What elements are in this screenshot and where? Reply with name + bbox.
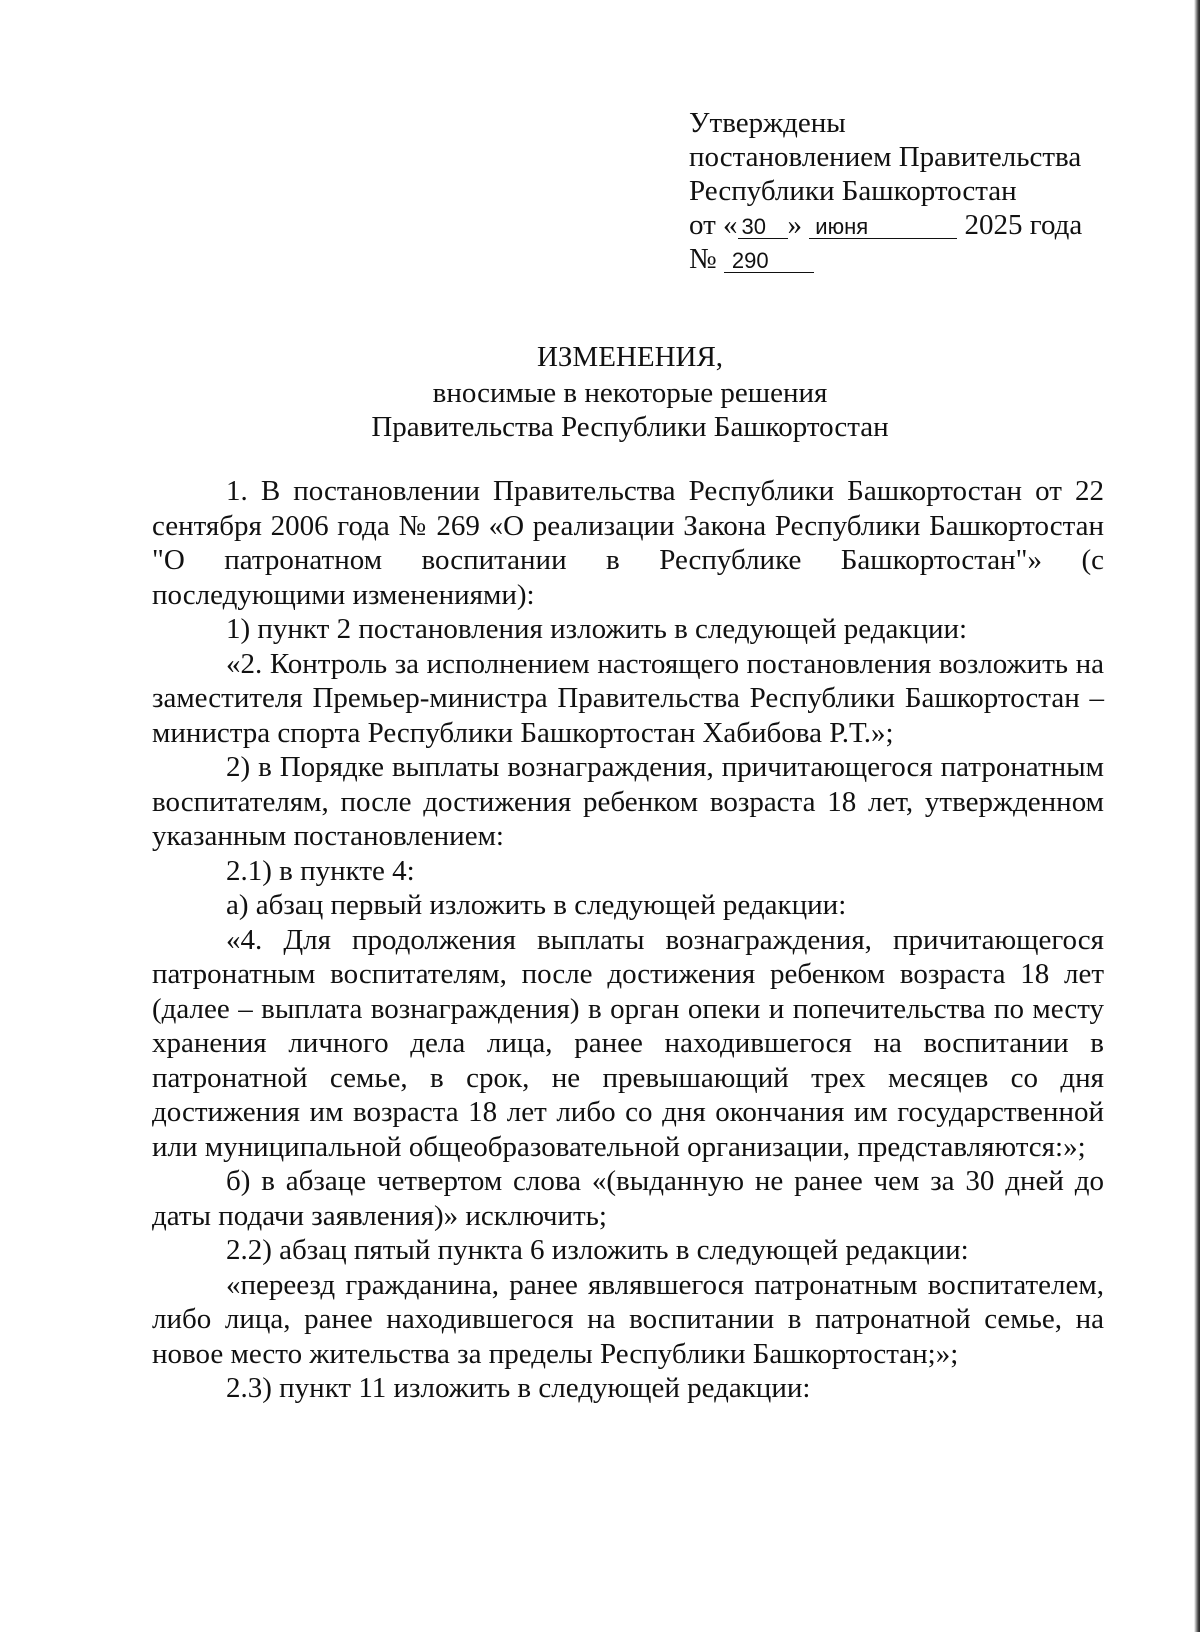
- paragraph-9: 2.2) абзац пятый пункта 6 изложить в следующей редакции:: [226, 1234, 969, 1266]
- paragraph-6: а) абзац первый изложить в следующей редакции:: [226, 889, 847, 921]
- document-subtitle-1: вносимые в некоторые решения: [432, 377, 828, 409]
- paragraph-8: б) в абзаце четвертом слова «(выданную не ранее чем за 30 дней до даты подачи заявления)» исключить;: [152, 1165, 1104, 1232]
- number-prefix: №: [689, 243, 717, 275]
- document-heading: ИЗМЕНЕНИЯ,: [536, 341, 724, 373]
- paragraph-4: 2) в Порядке выплаты вознаграждения, причитающегося патронатным воспитателям, после достижения ребенком возраста 18 лет, утвержденном указанным постановлением:: [152, 751, 1104, 852]
- paragraph-7: «4. Для продолжения выплаты вознаграждения, причитающегося патронатным воспитателям, после достижения ребенком возраста 18 лет (далее – выплата вознаграждения) в орган опеки и попечительства по месту хранения личного дела лица, ранее находившегося на воспитании в патронатной семье, в срок, не превышающий трех месяцев со дня достижения им возраста 18 лет либо со дня окончания им государственной или муниципальной общеобразовательной организации, представляются:»;: [152, 923, 1104, 1163]
- paragraph-5: 2.1) в пункте 4:: [226, 854, 415, 887]
- approval-line-3: Республики Башкортостан: [689, 175, 1017, 207]
- approval-line-2: постановлением Правительства: [689, 141, 1082, 173]
- document-body: [152, 474, 1104, 1406]
- paragraph-1: 1. В постановлении Правительства Республики Башкортостан от 22 сентября 2006 года № 269 «О реализации Закона Республики Башкортостан "О патронатном воспитании в Республике Башкортостан"» (с последующими изменениями):: [152, 475, 1104, 611]
- paragraph-11: 2.3) пункт 11 изложить в следующей редакции:: [226, 1372, 811, 1404]
- paragraph-3: «2. Контроль за исполнением настоящего постановления возложить на заместителя Премьер-министра Правительства Республики Башкортостан – министра спорта Республики Башкортостан Хабибова Р.Т.»;: [152, 647, 1104, 749]
- approval-block: [689, 106, 1119, 276]
- approval-line-1: Утверждены: [689, 107, 846, 139]
- date-prefix: от «: [689, 209, 738, 241]
- paragraph-10: «переезд гражданина, ранее являвшегося патронатным воспитателем, либо лица, ранее находившегося на воспитании в патронатной семье, на новое место жительства за пределы Республики Башкортостан;»;: [152, 1268, 1104, 1370]
- date-month: июня: [809, 216, 957, 239]
- date-year: 2025 года: [964, 209, 1083, 241]
- approval-date-line: [689, 208, 1119, 242]
- paragraph-2: 1) пункт 2 постановления изложить в следующей редакции:: [226, 613, 968, 645]
- approval-number-line: [689, 242, 1119, 276]
- scan-edge-shadow: [1194, 0, 1200, 1632]
- date-mid: »: [787, 209, 803, 241]
- date-day: 30: [738, 216, 788, 239]
- document-subtitle-2: Правительства Республики Башкортостан: [371, 411, 889, 443]
- number-value: 290: [724, 250, 814, 273]
